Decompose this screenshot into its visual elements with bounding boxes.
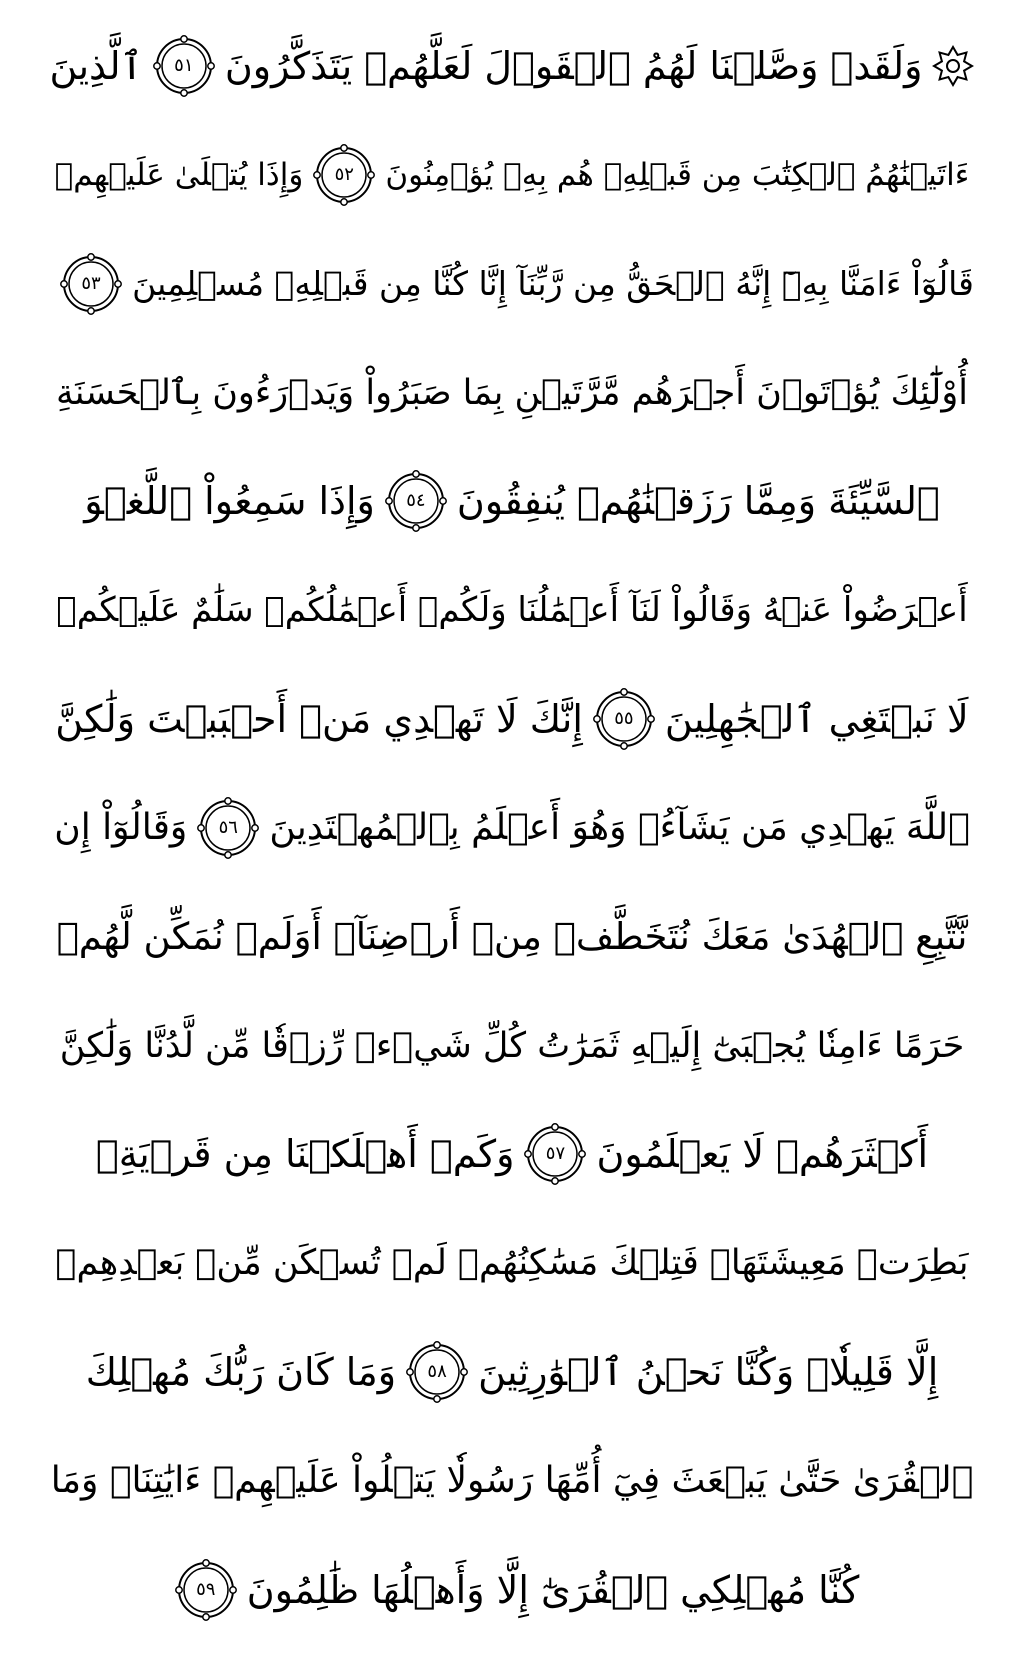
verse-lines [50, 22, 974, 1634]
ayah-number: ٥٨ [427, 1361, 447, 1383]
ayah-number: ٥٥ [614, 708, 634, 730]
verse-text: ٱلۡقُرَىٰ حَتَّىٰ يَبۡعَثَ فِيٓ أُمِّهَا رَسُولٗا يَتۡلُواْ عَلَيۡهِمۡ ءَايَٰتِنَاۚ وَمَا [50, 1459, 974, 1501]
ayah-number-marker [197, 797, 259, 859]
verse-text: وَإِذَا يُتۡلَىٰ عَلَيۡهِمۡ [54, 156, 304, 193]
verse-line [50, 457, 974, 545]
verse-line [50, 22, 974, 110]
verse-line [50, 1002, 974, 1090]
verse-text: أَكۡثَرَهُمۡ لَا يَعۡلَمُونَ [596, 1132, 929, 1177]
verse-text: إِلَّا قَلِيلٗاۖ وَكُنَّا نَحۡنُ ٱلۡوَٰرِثِينَ [478, 1350, 939, 1395]
ayah-number-marker [153, 35, 215, 97]
verse-text: قَالُوٓاْ ءَامَنَّا بِهِۦٓ إِنَّهُ ٱلۡحَقُّ مِن رَّبِّنَآ إِنَّا كُنَّا مِن قَبۡلِهِۦ مُسۡلِمِينَ [132, 263, 974, 303]
ayah-number: ٥٤ [406, 490, 426, 512]
verse-line [50, 131, 974, 219]
verse-text: بَطِرَتۡ مَعِيشَتَهَاۖ فَتِلۡكَ مَسَٰكِنُهُمۡ لَمۡ تُسۡكَن مِّنۢ بَعۡدِهِمۡ [55, 1243, 969, 1284]
ayah-number-marker [406, 1341, 468, 1403]
verse-text: وَقَالُوٓاْ إِن [54, 806, 188, 848]
verse-line [50, 1219, 974, 1307]
verse-text: إِنَّكَ لَا تَهۡدِي مَنۡ أَحۡبَبۡتَ وَلَٰكِنَّ [55, 697, 583, 742]
verse-text: ٱلسَّيِّئَةَ وَمِمَّا رَزَقۡنَٰهُمۡ يُنفِقُونَ [456, 479, 940, 524]
verse-text: لَا نَبۡتَغِي ٱلۡجَٰهِلِينَ [664, 697, 969, 742]
verse-line [50, 1546, 974, 1634]
ayah-number-marker [524, 1123, 586, 1185]
verse-text: نَّتَّبِعِ ٱلۡهُدَىٰ مَعَكَ نُتَخَطَّفۡ مِنۡ أَرۡضِنَآۚ أَوَلَمۡ نُمَكِّن لَّهُمۡ [56, 914, 968, 958]
ayah-number: ٥٧ [545, 1143, 566, 1165]
verse-line [50, 675, 974, 763]
verse-line [50, 1328, 974, 1416]
ayah-number: ٥١ [174, 55, 194, 76]
verse-line [50, 349, 974, 437]
ayah-number: ٥٢ [334, 163, 354, 185]
ayah-number-marker [313, 144, 375, 206]
verse-text: أُوْلَٰٓئِكَ يُؤۡتَوۡنَ أَجۡرَهُم مَّرَّتَيۡنِ بِمَا صَبَرُواْ وَيَدۡرَءُونَ بِٱلۡحَسَنَةِ [56, 372, 968, 413]
hizb-star-icon [932, 45, 974, 87]
verse-line [50, 784, 974, 872]
verse-text: ٱللَّهَ يَهۡدِي مَن يَشَآءُۚ وَهُوَ أَعۡلَمُ بِٱلۡمُهۡتَدِينَ [269, 806, 970, 848]
verse-text: وَإِذَا سَمِعُواْ ٱللَّغۡوَ [84, 479, 375, 524]
ayah-number-marker [385, 470, 447, 532]
verse-text: وَكَمۡ أَهۡلَكۡنَا مِن قَرۡيَةِۭ [95, 1132, 515, 1177]
verse-line [50, 240, 974, 328]
ayah-number-marker [175, 1559, 237, 1621]
hizb-marker [932, 45, 974, 87]
verse-line [50, 566, 974, 654]
verse-text: حَرَمًا ءَامِنٗا يُجۡبَىٰٓ إِلَيۡهِ ثَمَرَٰتُ كُلِّ شَيۡءٖ رِّزۡقٗا مِّن لَّدُنَّا وَلَٰكِنَّ [59, 1025, 965, 1066]
verse-text: ٱلَّذِينَ [50, 44, 143, 88]
ayah-number: ٥٦ [218, 816, 238, 838]
ayah-number: ٥٣ [81, 272, 101, 294]
ayah-number-marker [593, 688, 655, 750]
verse-text: وَمَا كَانَ رَبُّكَ مُهۡلِكَ [85, 1350, 397, 1395]
verse-text: ءَاتَيۡنَٰهُمُ ٱلۡكِتَٰبَ مِن قَبۡلِهِۦ هُم بِهِۦ يُؤۡمِنُونَ [385, 156, 970, 193]
verse-line [50, 1437, 974, 1525]
verse-text: كُنَّا مُهۡلِكِي ٱلۡقُرَىٰٓ إِلَّا وَأَهۡلُهَا ظَٰلِمُونَ [246, 1567, 860, 1612]
ayah-number: ٥٩ [196, 1578, 216, 1600]
verse-line [50, 1110, 974, 1198]
verse-text: وَلَقَدۡ وَصَّلۡنَا لَهُمُ ٱلۡقَوۡلَ لَعَلَّهُمۡ يَتَذَكَّرُونَ [224, 44, 923, 88]
verse-text: أَعۡرَضُواْ عَنۡهُ وَقَالُواْ لَنَآ أَعۡمَٰلُنَا وَلَكُمۡ أَعۡمَٰلُكُمۡ سَلَٰمٌ عَلَيۡكُمۡ [56, 590, 968, 631]
ayah-number-marker [60, 253, 122, 315]
verse-line [50, 893, 974, 981]
